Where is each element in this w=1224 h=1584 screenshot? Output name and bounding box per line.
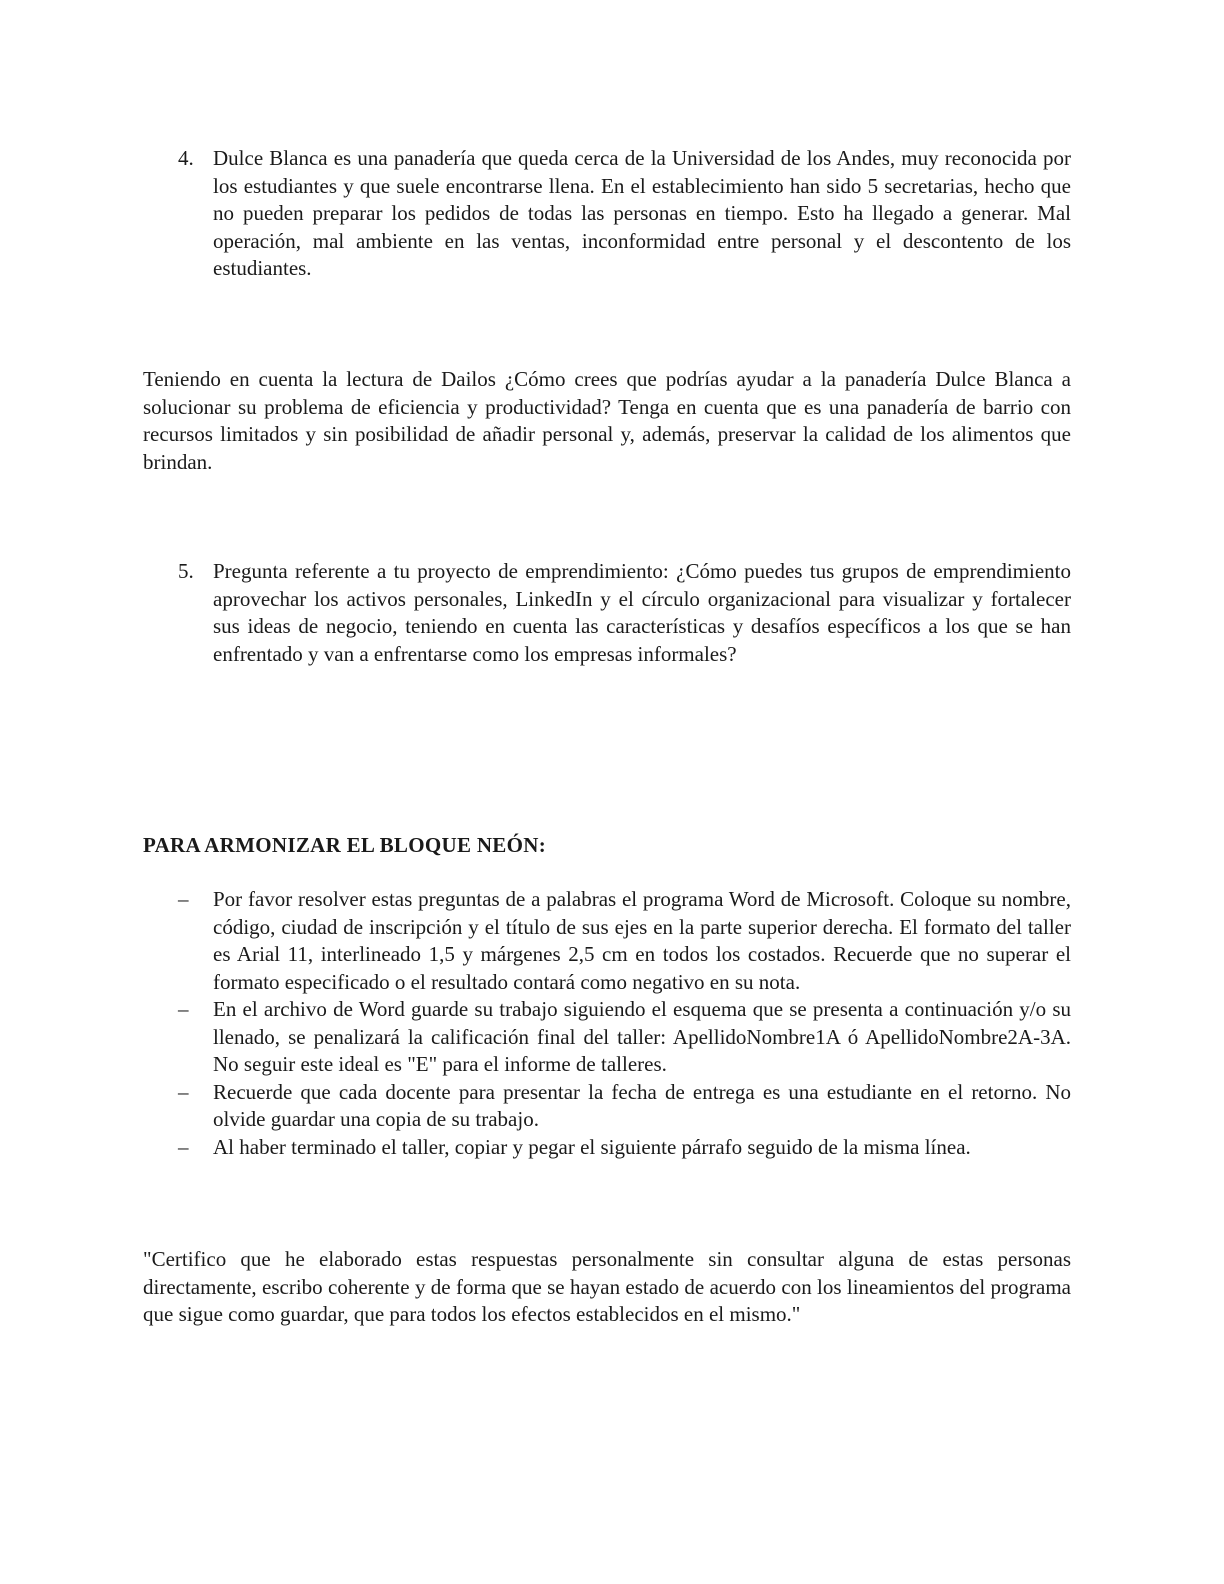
item-number: 4. [178, 146, 194, 170]
list-item [178, 886, 1071, 996]
dash-bullet: – [178, 887, 189, 911]
dash-bullet: – [178, 1079, 189, 1104]
numbered-item-5 [178, 558, 1071, 668]
item-text: Dulce Blanca es una panadería que queda cerca de la Universidad de los Andes, muy reconocida por los estudiantes y que suele encontrarse llena. En el establecimiento han sido 5 secretarias, hecho que no pueden preparar los pedidos de todas las personas en tiempo. Esto ha llegado a generar. Mal operación, mal ambiente en las ventas, inconformidad entre personal y el descontento de los estudiantes. [213, 146, 1071, 280]
section-heading: PARA ARMONIZAR EL BLOQUE NEÓN: [143, 833, 546, 857]
dash-bullet: – [178, 1134, 189, 1159]
item-number: 5. [178, 559, 194, 583]
list-item [178, 996, 1071, 1079]
certification-paragraph: "Certifico que he elaborado estas respuestas personalmente sin consultar alguna de estas personas directamente, escribo coherente y de forma que se hayan estado de acuerdo con los lineamientos del programa que sigue como guardar, que para todos los efectos establecidos en el mismo." [143, 1247, 1071, 1326]
list-item-text: En el archivo de Word guarde su trabajo siguiendo el esquema que se presenta a continuación y/o su llenado, se penalizará la calificación final del taller: ApellidoNombre1A ó ApellidoNombre2A-3A. No seguir este ideal es "E" para el informe de talleres. [213, 997, 1071, 1076]
list-item [178, 1079, 1071, 1134]
dash-bullet: – [178, 997, 189, 1021]
list-item-text: Recuerde que cada docente para presentar la fecha de entrega es una estudiante en el retorno. No olvide guardar una copia de su trabajo. [213, 1079, 1071, 1131]
list-item-text: Por favor resolver estas preguntas de a palabras el programa Word de Microsoft. Coloque su nombre, código, ciudad de inscripción y el título de sus ejes en la parte superior derecha. El formato del taller es Arial 11, interlineado 1,5 y márgenes 2,5 cm en todos los costados. Recuerde que no superar el formato especificado o el resultado contará como negativo en su nota. [213, 887, 1071, 994]
instructions-list [178, 886, 1071, 1161]
list-item-text: Al haber terminado el taller, copiar y pegar el siguiente párrafo seguido de la misma línea. [213, 1134, 971, 1159]
numbered-item-4 [178, 145, 1071, 283]
question-paragraph: Teniendo en cuenta la lectura de Dailos ¿Cómo crees que podrías ayudar a la panadería Dulce Blanca a solucionar su problema de eficiencia y productividad? Tenga en cuenta que es una panadería de barrio con recursos limitados y sin posibilidad de añadir personal y, además, preservar la calidad de los alimentos que brindan. [143, 367, 1071, 474]
list-item [178, 1134, 1071, 1162]
item-text: Pregunta referente a tu proyecto de emprendimiento: ¿Cómo puedes tus grupos de emprendimiento aprovechar los activos personales, LinkedIn y el círculo organizacional para visualizar y fortalecer sus ideas de negocio, teniendo en cuenta las características y desafíos específicos a los que se han enfrentado y van a enfrentarse como los empresas informales? [213, 559, 1071, 666]
